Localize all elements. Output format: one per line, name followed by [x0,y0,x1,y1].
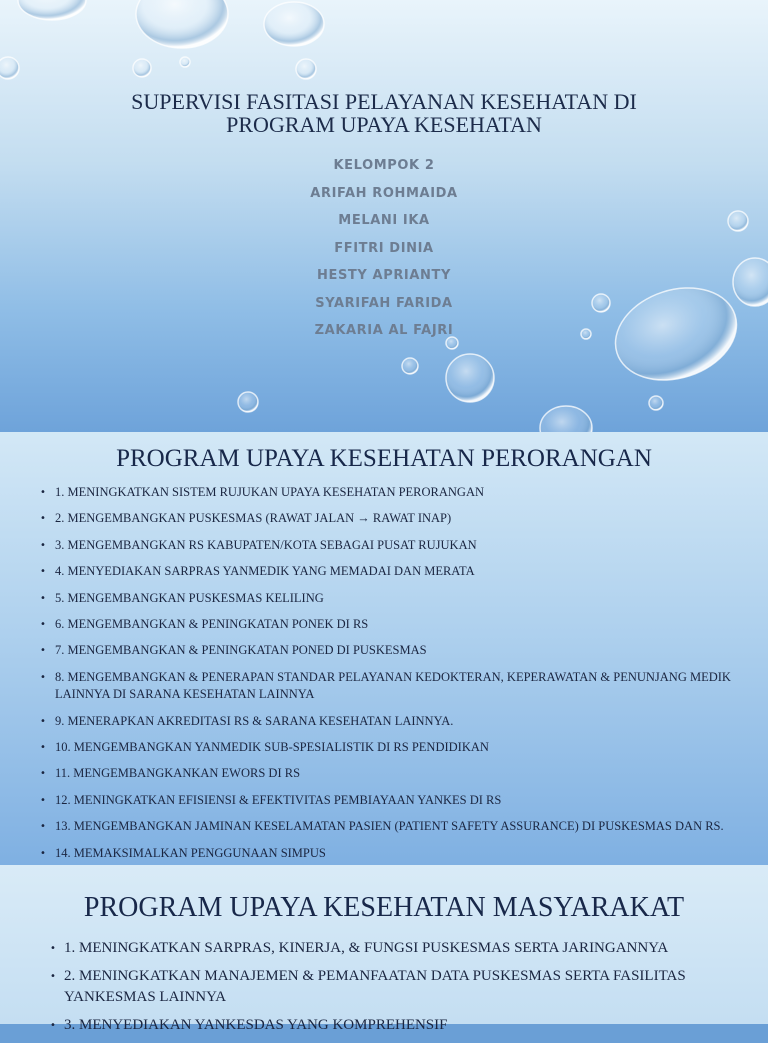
list-item: • 6. MENGEMBANGKAN & PENINGKATAN PONEK DI RS [40,616,755,634]
list-item: • 9. MENERAPKAN AKREDITASI RS & SARANA KESEHATAN LAINNYA. [40,713,755,731]
list-item: • 13. MENGEMBANGKAN JAMINAN KESELAMATAN PASIEN (PATIENT SAFETY ASSURANCE) DI PUSKESMAS DAN RS. [40,818,755,836]
list-item: • 2. MENINGKATKAN MANAJEMEN & PEMANFAATAN DATA PUSKESMAS SERTA FASILITAS YANKESMAS LAINNYA [50,966,740,1008]
slide-heading: PROGRAM UPAYA KESEHATAN MASYARAKAT [83,892,685,923]
slide-masyarakat [0,865,768,1033]
program-list [50,938,740,1043]
group-label: KELOMPOK 2 [333,158,435,173]
list-item: • 12. MENINGKATKAN EFISIENSI & EFEKTIVITAS PEMBIAYAAN YANKES DI RS [40,792,755,810]
member-name: FFITRI DINIA [334,240,434,256]
list-item: • 14. MEMAKSIMALKAN PENGGUNAAN SIMPUS [40,845,755,863]
slide-perorangan [0,432,768,865]
list-item: • 5. MENGEMBANGKAN PUSKESMAS KELILING [40,590,755,608]
list-item: • 4. MENYEDIAKAN SARPRAS YANMEDIK YANG MEMADAI DAN MERATA [40,563,755,581]
member-name: ARIFAH ROHMAIDA [310,185,458,201]
title-line-2: PROGRAM UPAYA KESEHATAN [226,112,542,137]
slide-heading: PROGRAM UPAYA KESEHATAN PERORANGAN [116,445,652,472]
slide-title [84,90,684,136]
list-item: • 1. MENINGKATKAN SISTEM RUJUKAN UPAYA KESEHATAN PERORANGAN [40,484,755,502]
member-name: HESTY APRIANTY [317,268,451,283]
title-line-1: SUPERVISI FASITASI PELAYANAN KESEHATAN DI [131,89,637,114]
list-item: • 10. MENGEMBANGKAN YANMEDIK SUB-SPESIALISTIK DI RS PENDIDIKAN [40,739,755,757]
title-slide [0,0,768,432]
member-name: MELANI IKA [338,213,430,228]
member-name: ZAKARIA AL FAJRI [314,323,454,338]
member-name: SYARIFAH FARIDA [315,295,453,311]
list-item: • 3. MENGEMBANGKAN RS KABUPATEN/KOTA SEBAGAI PUSAT RUJUKAN [40,537,755,555]
list-item: • 2. MENGEMBANGKAN PUSKESMAS (RAWAT JALAN → RAWAT INAP) [40,510,755,528]
list-item: • 11. MENGEMBANGKANKAN EWORS DI RS [40,765,755,783]
program-list [40,484,755,871]
list-item: • 3. MENYEDIAKAN YANKESDAS YANG KOMPREHENSIF [50,1015,740,1036]
list-item: • 1. MENINGKATKAN SARPRAS, KINERJA, & FUNGSI PUSKESMAS SERTA JARINGANNYA [50,938,740,959]
list-item: • 7. MENGEMBANGKAN & PENINGKATAN PONED DI PUSKESMAS [40,642,755,660]
group-members-list [234,155,534,348]
list-item: • 8. MENGEMBANGKAN & PENERAPAN STANDAR PELAYANAN KEDOKTERAN, KEPERAWATAN & PENUNJANG MEDIK LAINNYA DI SARANA KESEHATAN LAINNYA [40,669,755,704]
